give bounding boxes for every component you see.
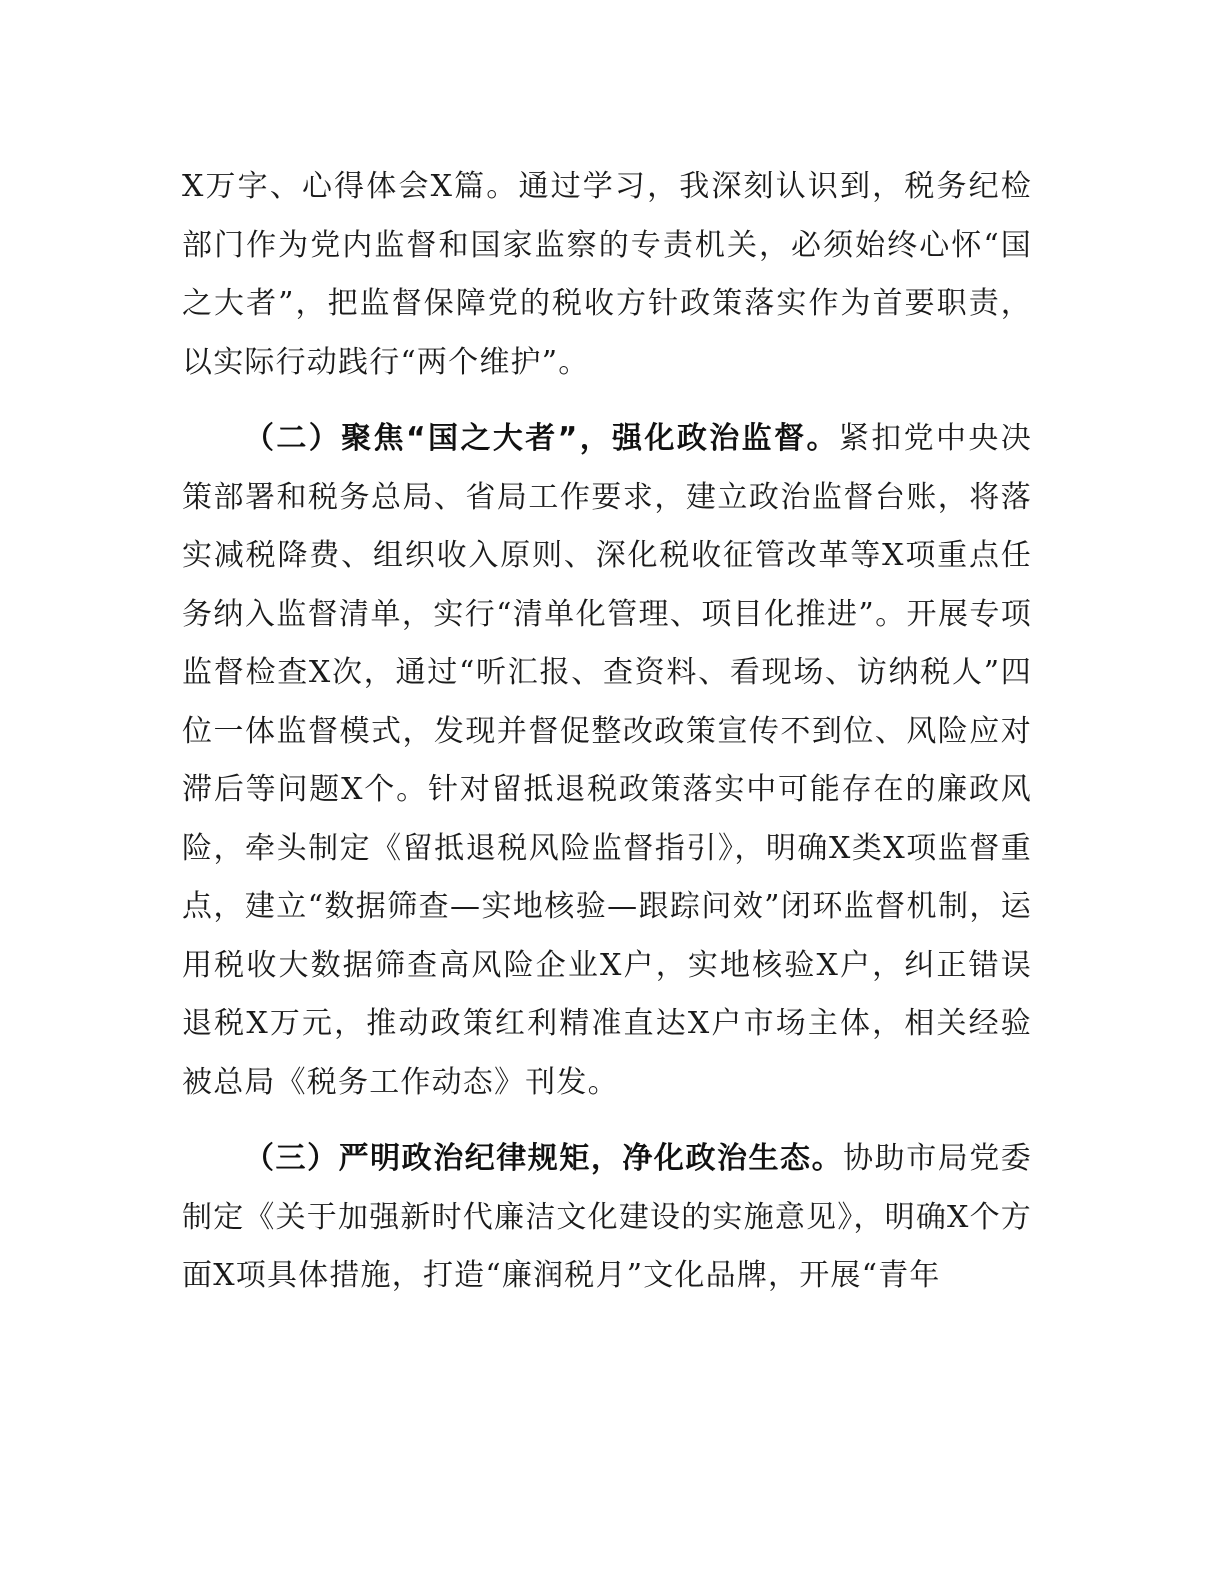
paragraph-continuation [182,158,1032,392]
document-body [182,158,1032,1306]
section-paragraph-political-discipline [182,1130,1032,1306]
section-paragraph-political-supervision [182,410,1032,1112]
section-heading: （二）聚焦“国之大者”，强化政治监督。 [244,421,839,456]
section-heading: （三）严明政治纪律规矩，净化政治生态。 [244,1141,844,1176]
paragraph-body-text: X万字、心得体会X篇。通过学习，我深刻认识到，税务纪检部门作为党内监督和国家监察的专责机关，必须始终心怀“国之大者”，把监督保障党的税收方针政策落实作为首要职责，以实际行动践行“两个维护”。 [182,169,1032,380]
paragraph-body-text: 协助市局党委制定《关于加强新时代廉洁文化建设的实施意见》，明确X个方面X项具体措施，打造“廉润税月”文化品牌，开展“青年 [182,1141,1032,1293]
paragraph-body-text: 紧扣党中央决策部署和税务总局、省局工作要求，建立政治监督台账，将落实减税降费、组织收入原则、深化税收征管改革等X项重点任务纳入监督清单，实行“清单化管理、项目化推进”。开展专项监督检查X次，通过“听汇报、查资料、看现场、访纳税人”四位一体监督模式，发现并督促整改政策宣传不到位、风险应对滞后等问题X个。针对留抵退税政策落实中可能存在的廉政风险，牵头制定《留抵退税风险监督指引》，明确X类X项监督重点，建立“数据筛查—实地核验—跟踪问效”闭环监督机制，运用税收大数据筛查高风险企业X户，实地核验X户，纠正错误退税X万元，推动政策红利精准直达X户市场主体，相关经验被总局《税务工作动态》刊发。 [182,421,1033,1100]
